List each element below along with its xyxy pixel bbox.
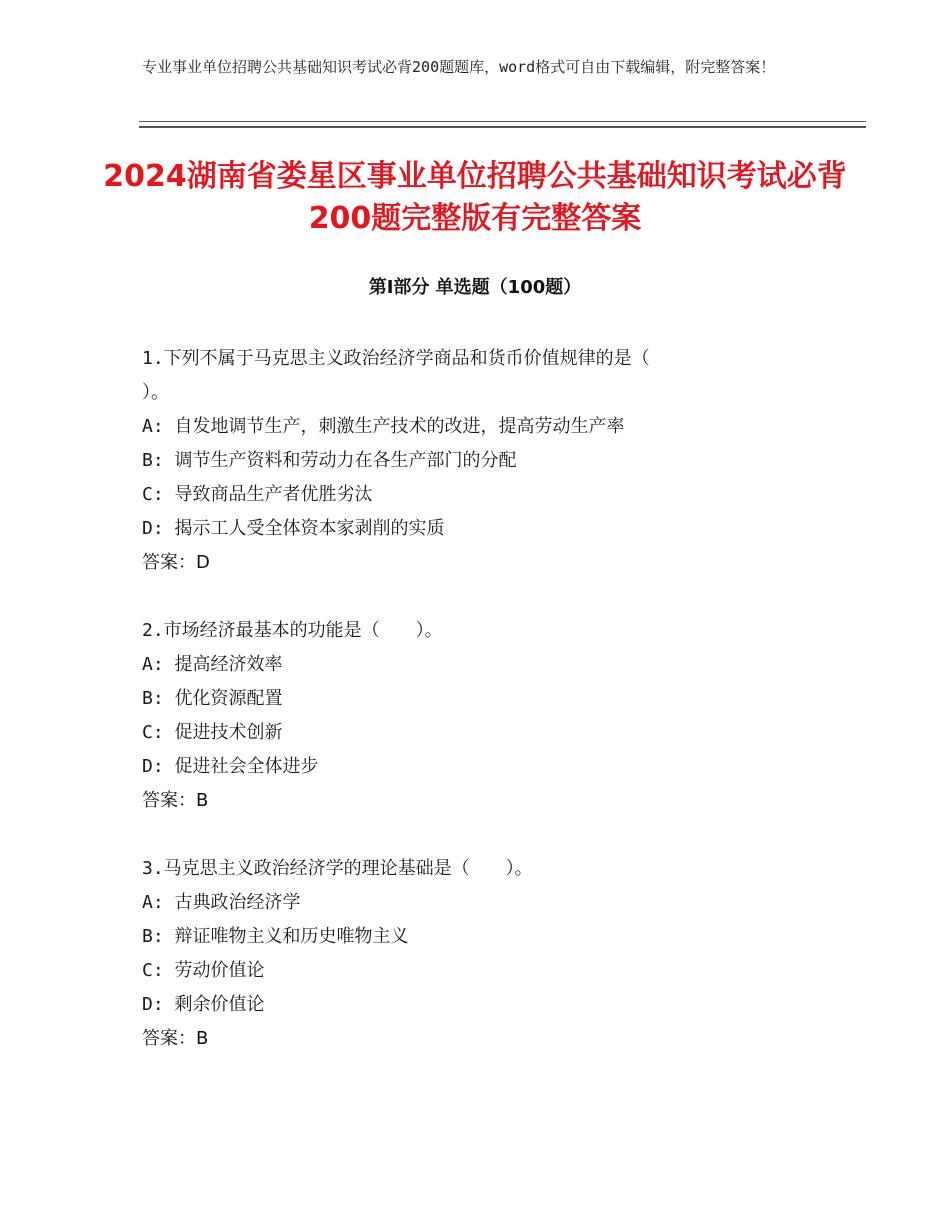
option-c: C: 劳动价值论 xyxy=(142,960,265,981)
option-b: B: 调节生产资料和劳动力在各生产部门的分配 xyxy=(142,450,517,471)
section-title: 第Ⅰ部分 单选题（100题） xyxy=(368,277,582,298)
question-item xyxy=(142,852,782,1056)
question-item xyxy=(142,342,782,580)
question-stem: 2.市场经济最基本的功能是（ ）。 xyxy=(142,620,443,641)
answer-line: 答案：B xyxy=(142,790,209,811)
answer-line: 答案：B xyxy=(142,1028,209,1049)
option-d: D: 剩余价值论 xyxy=(142,994,265,1015)
option-a: A: 自发地调节生产，刺激生产技术的改进，提高劳动生产率 xyxy=(142,416,625,437)
question-list xyxy=(142,342,782,1090)
option-a: A: 提高经济效率 xyxy=(142,654,283,675)
option-a: A: 古典政治经济学 xyxy=(142,892,301,913)
header-note: 专业事业单位招聘公共基础知识考试必背200题题库，word格式可自由下载编辑，附完整答案！ xyxy=(142,58,776,76)
option-d: D: 促进社会全体进步 xyxy=(142,756,319,777)
answer-line: 答案：D xyxy=(142,552,210,573)
option-d: D: 揭示工人受全体资本家剥削的实质 xyxy=(142,518,445,539)
option-c: C: 促进技术创新 xyxy=(142,722,283,743)
header-divider xyxy=(139,121,866,128)
option-b: B: 优化资源配置 xyxy=(142,688,283,709)
question-stem: 1.下列不属于马克思主义政治经济学商品和货币价值规律的是（ ）。 xyxy=(142,348,650,403)
option-b: B: 辩证唯物主义和历史唯物主义 xyxy=(142,926,409,947)
option-c: C: 导致商品生产者优胜劣汰 xyxy=(142,484,373,505)
question-item xyxy=(142,614,782,818)
document-title: 2024湖南省娄星区事业单位招聘公共基础知识考试必背200题完整版有完整答案 xyxy=(103,159,847,236)
question-stem: 3.马克思主义政治经济学的理论基础是（ ）。 xyxy=(142,858,533,879)
